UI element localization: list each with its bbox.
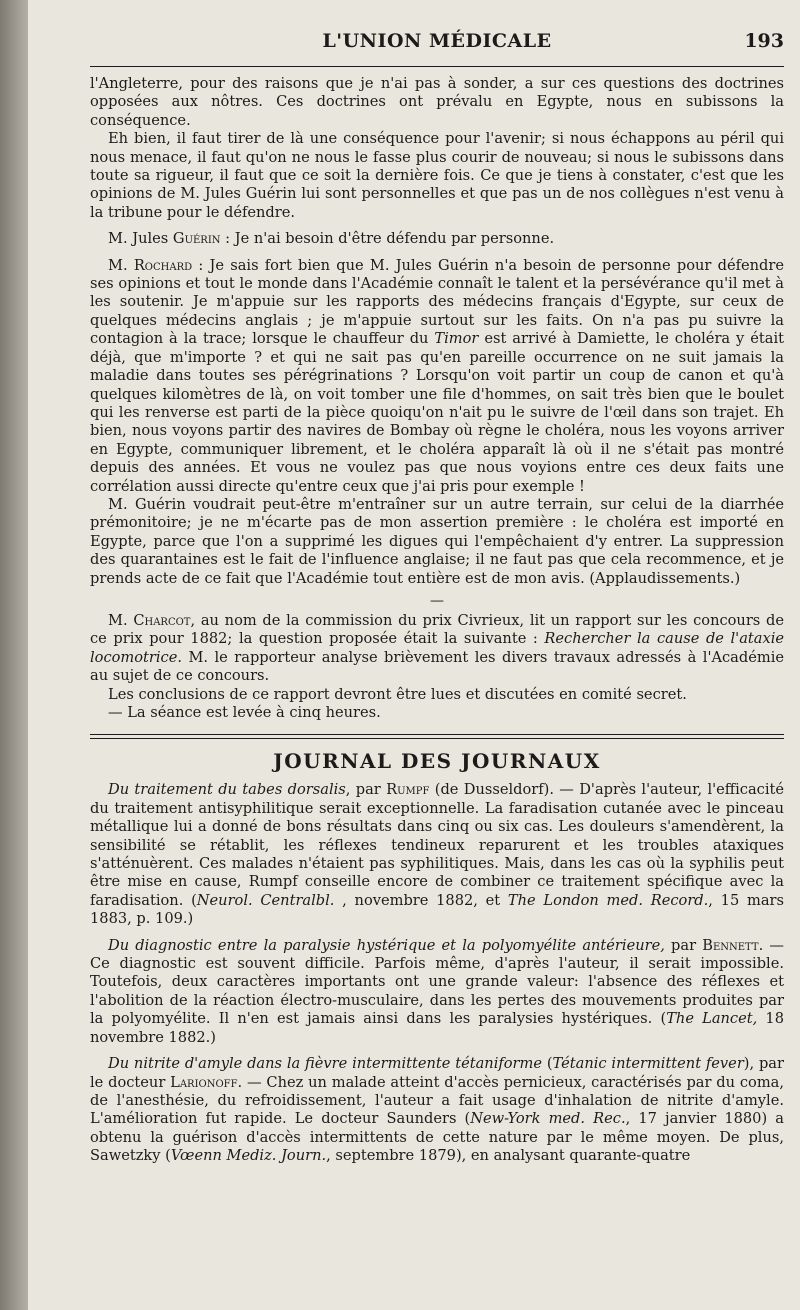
text-run: , septembre 1879), en analysant quarante-quatre [326,1147,691,1165]
text-run: M. [108,256,134,274]
entry-title: Du diagnostic entre la paralysie hystérique et la polyomyélite antérieure, [108,936,665,954]
spacer [90,222,784,230]
text-run: , 17 janvier 1880) a obtenu la guérison d'accès intermittents de cette nature par le même moyen. De plus, Sawetzky ( [90,1110,784,1165]
entry-author: Larionoff [170,1073,238,1091]
source-title: The Lancet, [666,1010,758,1028]
paragraph-charcot [90,612,784,686]
text-run: M. [108,611,134,629]
section-title: JOURNAL DES JOURNAUX [273,749,601,774]
running-head [90,30,784,60]
speaker-name: Charcot [133,611,191,629]
paragraph-continuation: l'Angleterre, pour des raisons que je n'ai pas à sonder, a sur ces questions des doctrines opposées aux nôtres. Ces doctrines ont prévalu en Egypte, nous en subissons la conséquence. [90,75,784,129]
text-run: ( [542,1055,553,1073]
page-number: 193 [744,30,784,52]
book-gutter [0,0,28,1310]
entry-nitrite [90,1055,784,1165]
entry-author: Rumpf [386,781,430,799]
source-title: Neurol. Centralbl. [196,891,335,909]
section-double-rule [90,734,784,739]
text-run: . — Chez un malade atteint d'accès pernicieux, caractérisés par du coma, de l'anesthésie, du refroidissement, l'auteur a fait usage d'inhalation de nitrite d'amyle. L'amélioration fut rapide. Le docteur Saunders ( [90,1073,784,1128]
paragraph-rochard [90,257,784,496]
entry-title-english: Tétanic intermittent fever [552,1055,744,1073]
separator-dash: — [430,592,444,609]
text-run: , novembre 1882, et [334,891,508,909]
speaker-name: Guérin [172,230,221,248]
prize-question: Rechercher la cause de l'ataxie locomotrice. [90,630,784,666]
text-run: ), par le docteur [90,1055,784,1091]
paragraph-conclusions: Les conclusions de ce rapport devront être lues et discutées en comité secret. [108,685,687,703]
text-run: : Je n'ai besoin d'être défendu par personne. [220,230,555,248]
source-title: Vœenn Mediz. Journ. [170,1147,327,1165]
header-rule [90,66,784,67]
text-run: est arrivé à Damiette, le choléra y était déjà, que m'importe ? et qui ne sait pas qu'en pareille occurrence on ne suit jamais la maladie dans toutes ses pérégrinations ? Lorsqu'on voit partir un coup de canon et qu'à quelques kilomètres de là, on voit tomber une file d'hommes, on sait très bien que le boulet qui les renverse est parti de la pièce quoiqu'on n'ait pu le suivre de l'œil dans son trajet. Eh bien, nous voyons partir des navires de Bombay où règne le choléra, nous les voyons arriver en Egypte, communiquer librement, et le choléra apparaît là où il ne s'était pas montré depuis des années. Et vous ne voulez pas que nous voyions entre ces deux faits une corrélation aussi directe qu'entre ceux que j'ai pris pour exemple ! [90,330,784,495]
speaker-name: Rochard [133,256,193,274]
text-run: (de Dusseldorf). — D'après l'auteur, l'efficacité du traitement antisyphilitique serait exceptionnelle. La faradisation cutanée avec le pinceau métallique lui a donné de bons résultats dans cinq ou six cas. Les douleurs s'amendèrent, la sensibilité se rétablit, les réflexes tendineux reparurent et les troubles ataxiques s'atténuèrent. Ces malades n'étaient pas syphilitiques. Mais, dans les cas où la syphilis peut être mise en cause, Rumpf conseille encore de combiner ce traitement spécifique avec la faradisation. ( [90,781,785,909]
text-run: , au nom de la commission du prix Civrieux, lit un rapport sur les concours de ce prix pour 1882; la question proposée était la suivante : [90,611,784,648]
paragraph-conclusion: Eh bien, il faut tirer de là une conséquence pour l'avenir; si nous échappons au péril qui nous menace, il faut qu'on ne nous le fasse plus courir de nouveau; si nous le subissons dans toute sa rigueur, il faut que ce soit la dernière fois. Ce que je tiens à constater, c'est que les opinions de M. Jules Guérin lui sont personnelles et que pas un de nos collègues n'est venu à la tribune pour le défendre. [90,130,784,221]
paragraph-guerin-reply [90,230,784,248]
text-run: , par [345,781,387,799]
running-title: L'UNION MÉDICALE [322,30,552,52]
text-run: par [664,936,703,954]
paragraph-rochard-cont: M. Guérin voudrait peut-être m'entraîner sur un autre terrain, sur celui de la diarrhée prémonitoire; je ne m'écarte pas de mon assertion première : le choléra est importé en Egypte, parce que l'on a supprimé les digues qui l'empêchaient d'y entrer. La suppression des quarantaines est le fait de l'influence anglaise; il ne faut pas que cela recommence, et je prends acte de ce fait que l'Académie tout entière est de mon avis. (Applaudissements.) [90,495,784,587]
page [28,0,800,1310]
text-run: . — Ce diagnostic est souvent difficile. Parfois même, d'après l'auteur, il serait impossible. Toutefois, deux caractères importants ont une grande valeur: l'absence des réflexes et l'abolition de la réaction électro-musculaire, dans les pertes des mouvements produites par la polyomyélite. Il n'en est jamais ainsi dans les paralysies hystériques. ( [90,936,785,1028]
paragraph-seance-levee: — La séance est levée à cinq heures. [108,704,381,721]
spacer [90,249,784,257]
text-run: M. Jules [108,230,173,248]
entry-title: Du traitement du tabes dorsalis [108,781,346,799]
text-run: M. le rapporteur analyse brièvement les divers travaux adressés à l'Académie au sujet de ce concours. [90,648,784,685]
text-run: : Je sais fort bien que M. Jules Guérin n'a besoin de personne pour défendre ses opinions et tout le monde dans l'Académie connaît le talent et la persévérance qu'il met à les soutenir. Je m'appuie sur les rapports des médecins français d'Egypte, sur ceux de quelques médecins anglais ; je m'appuie surtout sur les faits. On n'a pas pu suivre la contagion à la trace; lorsque le chauffeur du [90,256,784,348]
page-content [90,30,784,1166]
entry-paralysie [90,937,784,1047]
text-run: 18 novembre 1882.) [90,1010,784,1046]
text-run: , 15 mars 1883, p. 109.) [90,891,784,928]
entry-title: Du nitrite d'amyle dans la fièvre intermittente tétaniforme [108,1055,542,1073]
source-title: New-York med. Rec. [470,1110,626,1128]
ship-name: Timor [434,330,479,348]
spacer [90,929,784,937]
entry-tabes [90,781,784,928]
entry-author: Bennett [702,936,759,954]
source-title: The London med. Record. [507,891,709,909]
spacer [90,1047,784,1055]
